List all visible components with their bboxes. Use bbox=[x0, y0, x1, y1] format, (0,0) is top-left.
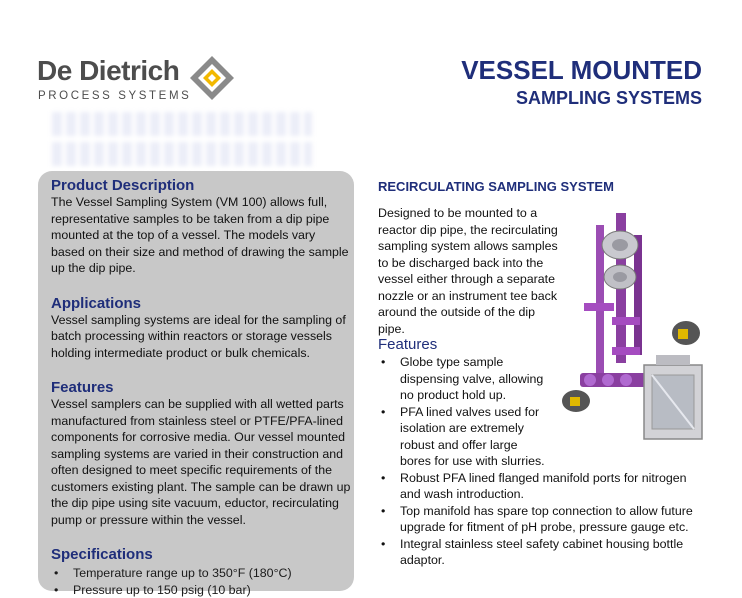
page-subtitle: SAMPLING SYSTEMS bbox=[516, 88, 702, 109]
list-item: • Top manifold has spare top connection to allow future upgrade for fitment of pH probe, pressure gauge etc. bbox=[378, 503, 708, 536]
list-item: • Integral stainless steel safety cabinet housing bottle adaptor. bbox=[378, 536, 708, 569]
features-heading: Features bbox=[51, 379, 351, 396]
bleed-through-artifact bbox=[52, 142, 312, 166]
product-description-text: The Vessel Sampling System (VM 100) allows full, representative samples to be taken from a dip pipe mounted at the top of a vessel. The models vary based on their size and method of drawing the sample up the dip pipe. bbox=[51, 194, 351, 277]
logo-subtitle: PROCESS SYSTEMS bbox=[38, 90, 191, 102]
specifications-heading: Specifications bbox=[51, 546, 351, 563]
info-panel-content bbox=[51, 177, 351, 598]
right-features-heading: Features bbox=[378, 336, 437, 353]
applications-text: Vessel sampling systems are ideal for the sampling of batch processing within reactors or storage vessels holding intermediate product or bulk chemicals. bbox=[51, 312, 351, 362]
list-item: • Robust PFA lined flanged manifold ports for nitrogen and wash introduction. bbox=[378, 470, 708, 503]
product-description-heading: Product Description bbox=[51, 177, 351, 194]
list-item: • PFA lined valves used for isolation are extremely robust and offer large bores for use with slurries. bbox=[378, 404, 550, 470]
right-features-list bbox=[378, 354, 708, 569]
list-item: • Temperature range up to 350°F (180°C) bbox=[51, 565, 351, 582]
list-item: • Globe type sample dispensing valve, allowing no product hold up. bbox=[378, 354, 550, 404]
company-logo bbox=[37, 55, 247, 115]
diamond-logo-icon bbox=[189, 55, 235, 101]
specifications-list bbox=[51, 565, 351, 598]
applications-heading: Applications bbox=[51, 295, 351, 312]
intro-text: Designed to be mounted to a reactor dip pipe, the recirculating sampling system allows samples to be discharged back into the vessel either through a separate nozzle or an instrument tee back around the outside of the dip pipe. bbox=[378, 205, 558, 337]
page-title: VESSEL MOUNTED bbox=[461, 55, 702, 86]
info-panel bbox=[38, 171, 354, 591]
bleed-through-artifact bbox=[52, 112, 312, 136]
list-item: • Pressure up to 150 psig (10 bar) bbox=[51, 582, 351, 598]
section-heading: RECIRCULATING SAMPLING SYSTEM bbox=[378, 179, 614, 194]
logo-name: De Dietrich bbox=[37, 55, 179, 87]
features-text: Vessel samplers can be supplied with all wetted parts manufactured from stainless steel or PTFE/PFA-lined components for corrosive media. Our vessel mounted sampling systems are varied in their construction and often designed to meet specific requirements of the customers existing plant. The sample can be drawn up the dip pipe using site vacuum, eductor, recirculating pump or pressure within the vessel. bbox=[51, 396, 351, 528]
